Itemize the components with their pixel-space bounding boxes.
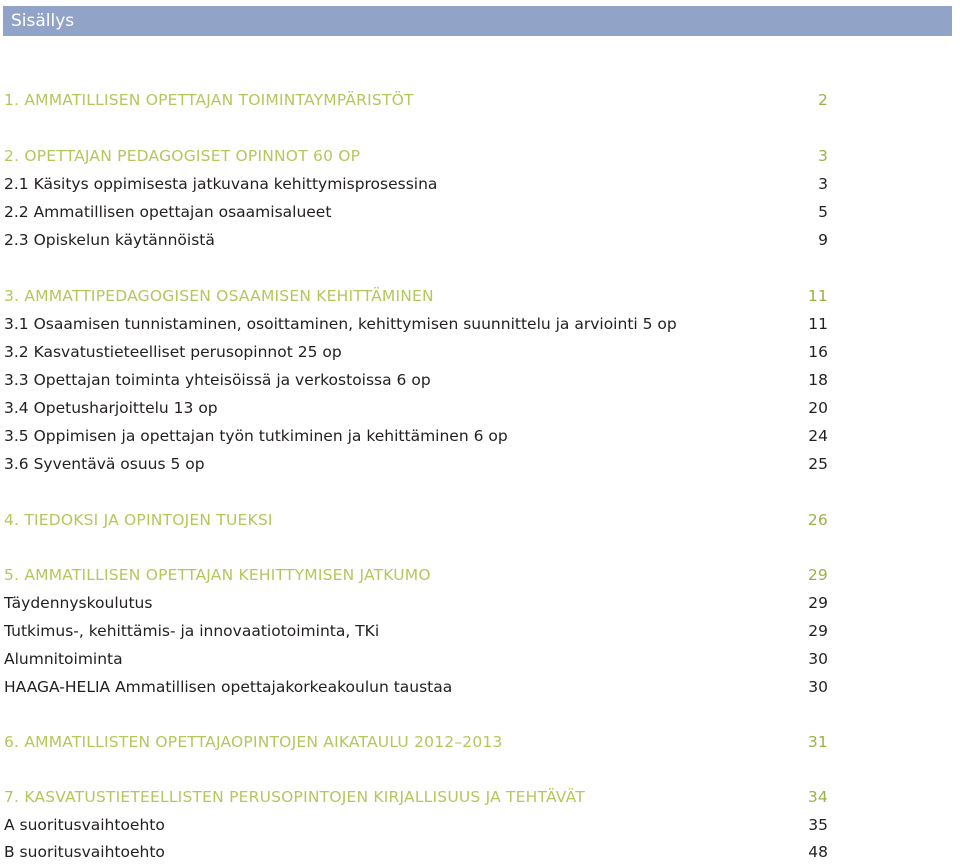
toc-entry-page: 34 [807,788,828,806]
toc-entry-page: 11 [808,315,828,333]
toc-entry-page: 35 [808,816,828,834]
toc-entry-page: 3 [817,147,828,165]
toc-entry-2-1[interactable] [4,172,834,196]
toc-entry-alumnitoiminta[interactable] [4,647,834,671]
toc-section-3[interactable] [4,284,834,308]
toc-entry-page: 48 [808,843,828,861]
toc-section-6[interactable] [4,730,834,754]
toc-entry-title: Täydennyskoulutus [4,594,153,612]
toc-entry-2-3[interactable] [4,228,834,252]
toc-entry-title: A suoritusvaihtoehto [4,816,165,834]
toc-entry-page: 29 [808,622,828,640]
toc-entry-title: 1. AMMATILLISEN OPETTAJAN TOIMINTAYMPÄRISTÖT [4,91,414,109]
toc-entry-page: 20 [808,399,828,417]
toc-entry-page: 9 [818,231,828,249]
toc-entry-title: 3. AMMATTIPEDAGOGISEN OSAAMISEN KEHITTÄMINEN [4,287,434,305]
toc-entry-b-suoritusvaihtoehto[interactable] [4,840,834,864]
toc-entry-2-2[interactable] [4,200,834,224]
toc-section-2[interactable] [4,144,834,168]
toc-entry-taydennyskoulutus[interactable] [4,591,834,615]
toc-section-5[interactable] [4,563,834,587]
toc-entry-page: 29 [807,566,828,584]
toc-section-1[interactable] [4,88,834,112]
toc-entry-3-2[interactable] [4,340,834,364]
toc-section-4[interactable] [4,508,834,532]
header-bar [3,6,952,36]
toc-entry-3-6[interactable] [4,452,834,476]
toc-entry-page: 18 [808,371,828,389]
toc-entry-title: Tutkimus-, kehittämis- ja innovaatiotoiminta, TKi [4,622,380,640]
toc-entry-page: 24 [808,427,828,445]
toc-entry-title: HAAGA-HELIA Ammatillisen opettajakorkeakoulun taustaa [4,678,453,696]
toc-entry-title: 2.1 Käsitys oppimisesta jatkuvana kehittymisprosessina [4,175,438,193]
toc-entry-3-4[interactable] [4,396,834,420]
toc-entry-taustaa[interactable] [4,675,834,699]
toc-entry-page: 26 [807,511,828,529]
toc-section-7[interactable] [4,785,834,809]
toc-entry-title: 2. OPETTAJAN PEDAGOGISET OPINNOT 60 OP [4,147,361,165]
toc-entry-title: Alumnitoiminta [4,650,123,668]
toc-entry-a-suoritusvaihtoehto[interactable] [4,813,834,837]
toc-entry-title: 7. KASVATUSTIETEELLISTEN PERUSOPINTOJEN KIRJALLISUUS JA TEHTÄVÄT [4,788,585,806]
page-title: Sisällys [11,11,75,31]
toc-entry-page: 2 [817,91,828,109]
toc-entry-title: 3.4 Opetusharjoittelu 13 op [4,399,218,417]
toc-entry-title: 2.2 Ammatillisen opettajan osaamisalueet [4,203,332,221]
toc-entry-title: 5. AMMATILLISEN OPETTAJAN KEHITTYMISEN JATKUMO [4,566,431,584]
toc-entry-title: 3.3 Opettajan toiminta yhteisöissä ja verkostoissa 6 op [4,371,431,389]
toc-entry-page: 30 [808,650,828,668]
toc-entry-title: 6. AMMATILLISTEN OPETTAJAOPINTOJEN AIKATAULU 2012–2013 [4,733,503,751]
toc-entry-page: 3 [818,175,828,193]
toc-entry-3-3[interactable] [4,368,834,392]
toc-entry-page: 5 [818,203,828,221]
toc-entry-page: 31 [807,733,828,751]
toc-entry-tki[interactable] [4,619,834,643]
toc-entry-page: 16 [808,343,828,361]
toc-entry-title: 3.1 Osaamisen tunnistaminen, osoittaminen, kehittymisen suunnittelu ja arviointi 5 op [4,315,677,333]
toc-entry-page: 30 [808,678,828,696]
toc-entry-title: 4. TIEDOKSI JA OPINTOJEN TUEKSI [4,511,273,529]
toc-entry-page: 11 [807,287,828,305]
toc-entry-3-5[interactable] [4,424,834,448]
toc-entry-page: 29 [808,594,828,612]
toc-entry-title: 2.3 Opiskelun käytännöistä [4,231,215,249]
toc-entry-title: 3.6 Syventävä osuus 5 op [4,455,205,473]
toc-entry-title: 3.5 Oppimisen ja opettajan työn tutkiminen ja kehittäminen 6 op [4,427,508,445]
toc-entry-page: 25 [808,455,828,473]
toc-entry-3-1[interactable] [4,312,834,336]
toc-entry-title: B suoritusvaihtoehto [4,843,165,861]
toc-entry-title: 3.2 Kasvatustieteelliset perusopinnot 25 op [4,343,342,361]
